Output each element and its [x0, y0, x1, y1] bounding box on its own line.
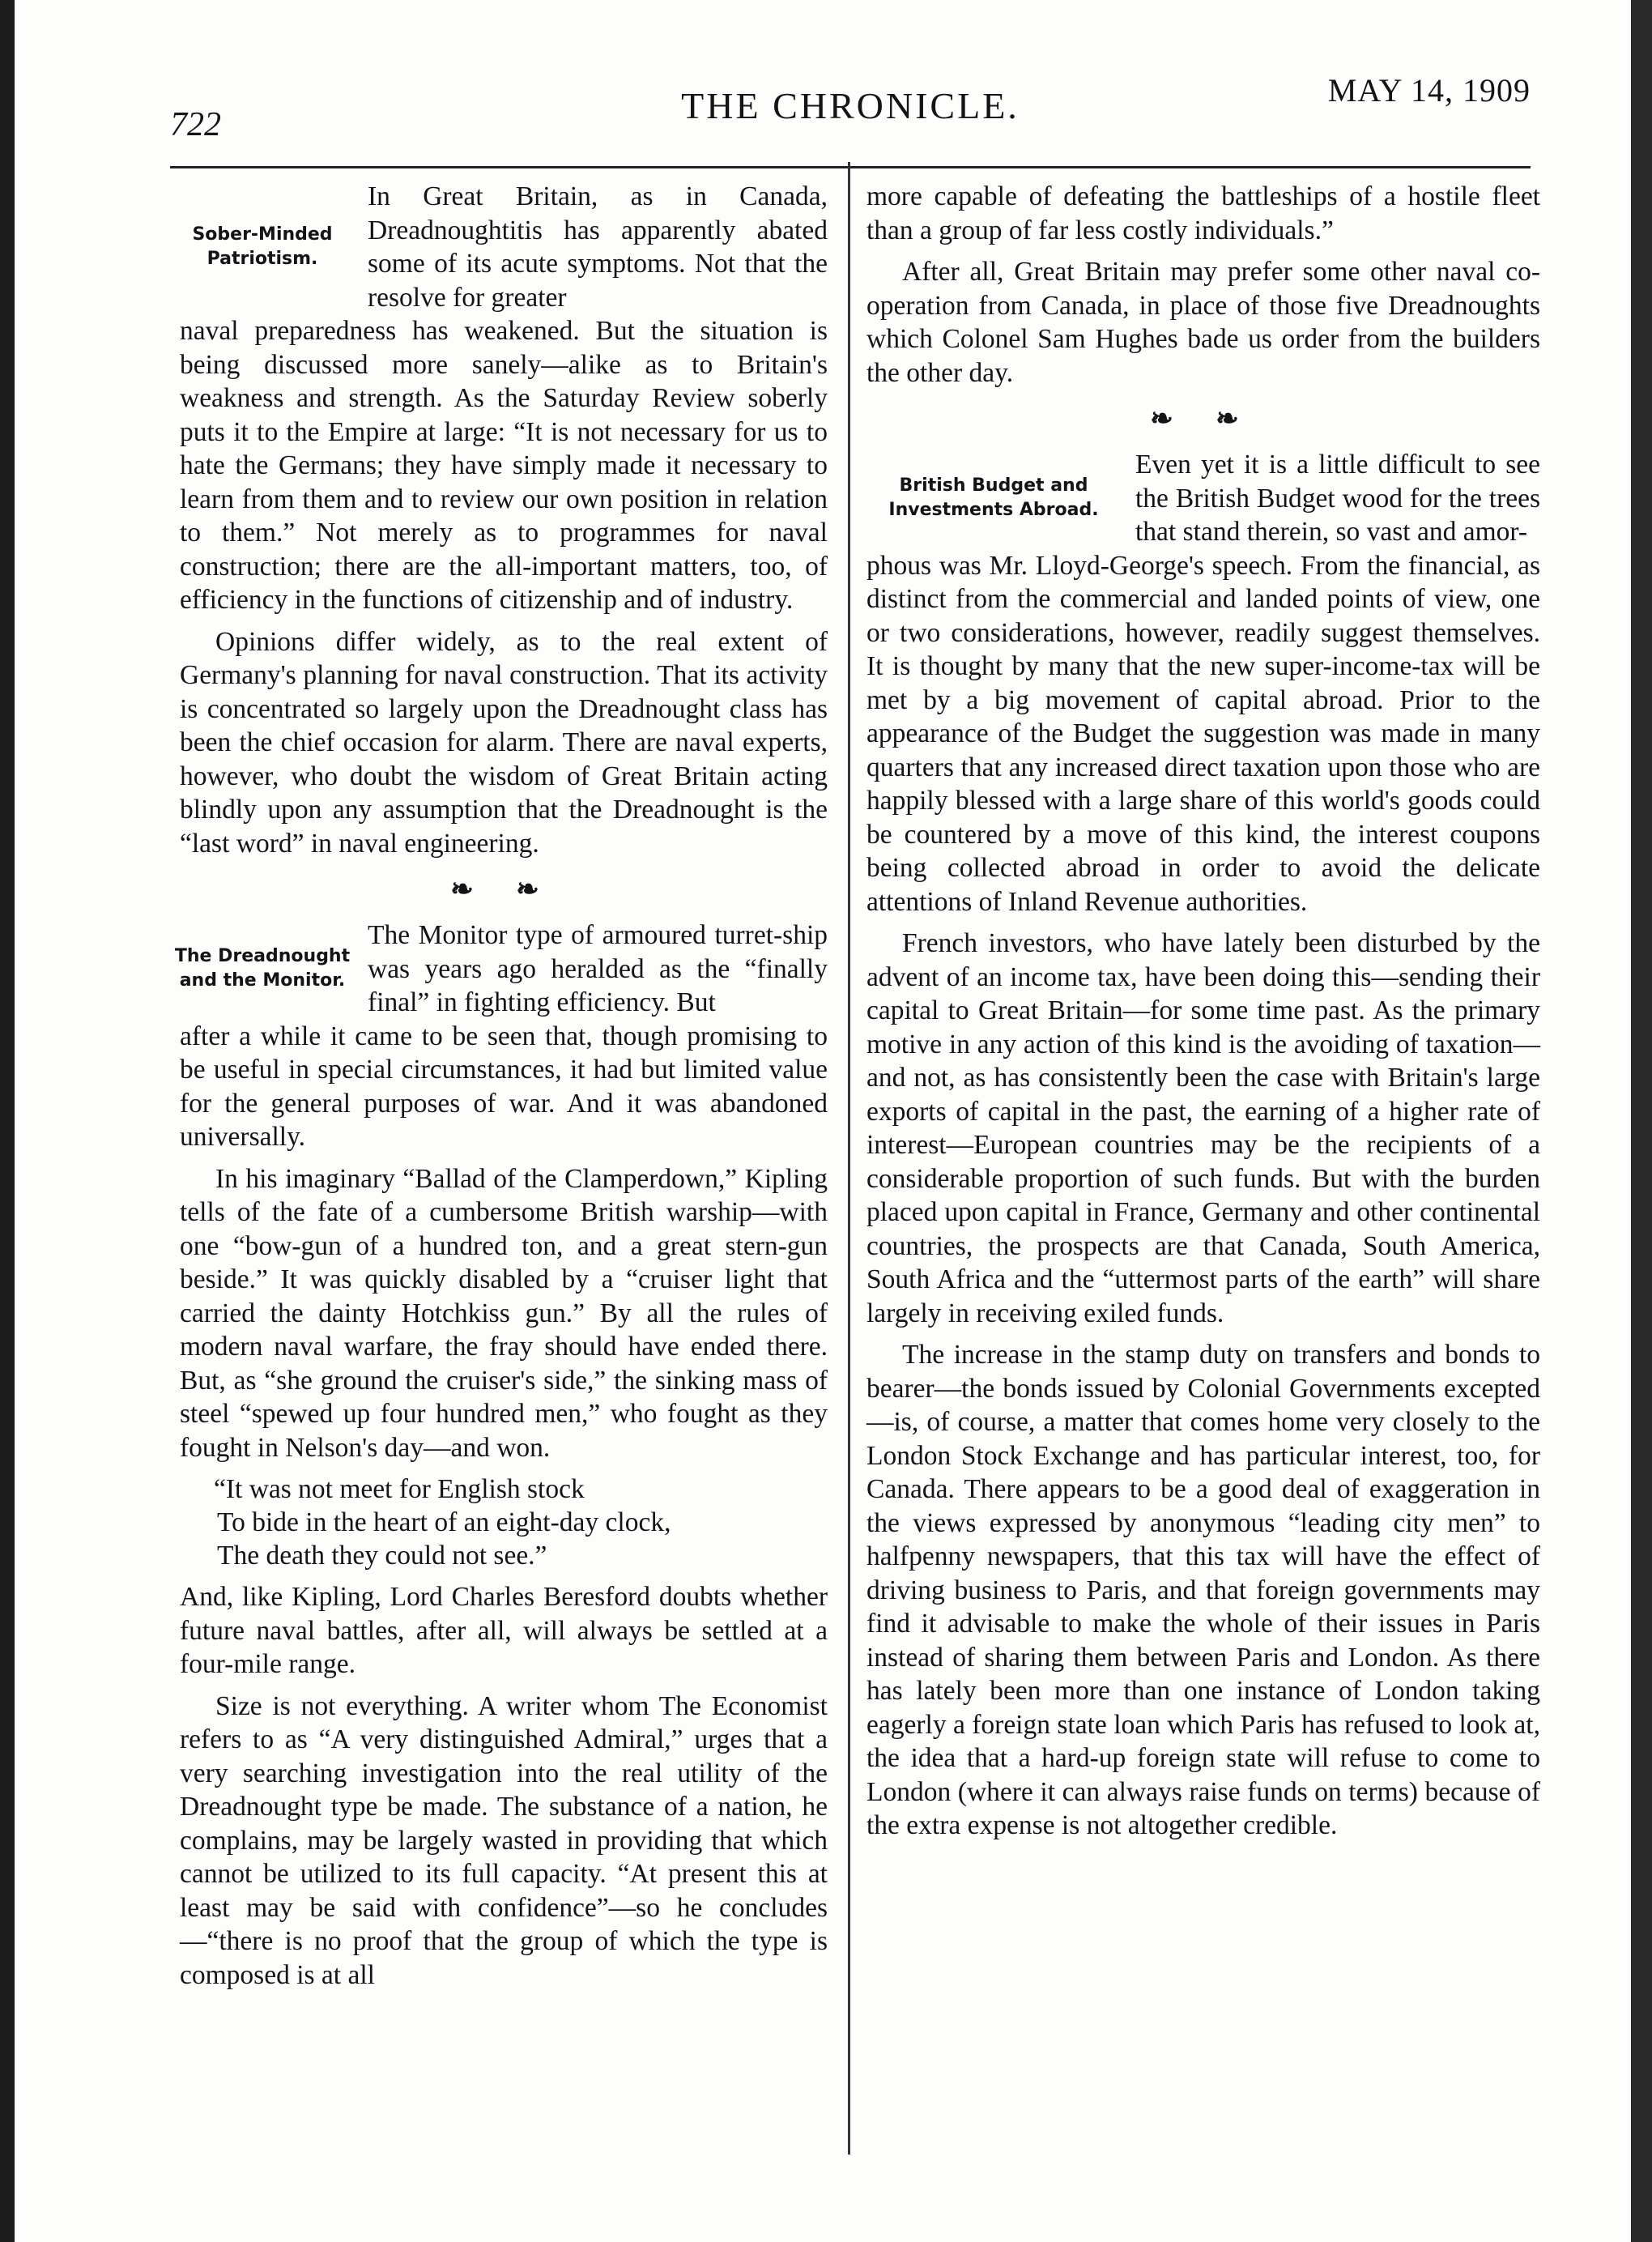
section-sober-minded-patriotism — [180, 180, 828, 314]
section-dreadnought-and-monitor — [174, 919, 828, 1020]
verse-quote — [214, 1473, 828, 1572]
sidehead — [165, 944, 368, 993]
section-ornament: ❧ ❧ — [1150, 404, 1257, 434]
lead-text: In Great Britain, as in Canada, Dreadnoughtitis has apparently abated some of its acute symptoms. Not that the resolve for greater — [368, 181, 828, 313]
sidehead-line: Sober-Minded — [192, 224, 333, 245]
body-paragraph: Size is not everything. A writer whom The Economist refers to as “A very distinguished Admiral,” urges that a very searching investigation into the real utility of the Dreadnought type be made. The substance of a nation, he complains, may be largely wasted in providing that which cannot be utilized to its full capacity. “At present this at least may be said with confidence”—so he concludes—“there is no proof that the group of which the type is composed is at all — [180, 1690, 828, 1990]
lead-paragraph — [1135, 448, 1540, 549]
body-paragraph: naval preparedness has weakened. But the situation is being discussed more sanely—alike as to Britain's weakness and strength. As the Saturday Review soberly puts it to the Empire at large: “It is not necessary for us to hate the Germans; they have simply made it necessary to learn from them and to review our own position in relation to them.” Not merely as to programmes for naval construction; there are the all-important matters, too, of efficiency in the functions of citizenship and of industry. — [180, 316, 828, 615]
page-number: 722 — [170, 106, 221, 143]
column-divider — [848, 162, 850, 2155]
right-column — [866, 180, 1540, 1851]
body-paragraph: after a while it came to be seen that, though promising to be useful in special circumstances, it had but limited value for the general purposes of war. And it was abandoned universally. — [180, 1021, 828, 1152]
header-rule — [170, 166, 1531, 168]
sidehead-line: Investments Abroad. — [888, 500, 1099, 521]
body-paragraph: After all, Great Britain may prefer some other naval co-operation from Canada, in place of those five Dreadnoughts which Colonel Sam Hughes bade us order from the builders the other day. — [866, 257, 1540, 388]
sidehead — [860, 474, 1135, 522]
verse-line: “It was not meet for English stock — [214, 1474, 585, 1504]
body-paragraph: Opinions differ widely, as to the real extent of Germany's planning for naval construction. That its activity is concentrated so largely upon the Dreadnought class has been the chief occasion for alarm. There are naval experts, however, who doubt the wisdom of Great Britain acting blindly upon any assumption that the Dreadnought is the “last word” in naval engineering. — [180, 626, 828, 859]
body-paragraph: more capable of defeating the battleships of a hostile fleet than a group of far less costly individuals.” — [866, 181, 1540, 245]
body-paragraph: In his imaginary “Ballad of the Clamperdown,” Kipling tells of the fate of a cumbersome British warship—with one “bow-gun of a hundred ton, and a great stern-gun beside.” It was quickly disabled by a “cruiser light that carried the dainty Hotchkiss gun.” By all the rules of modern naval warfare, the fray should have ended there. But, as “she ground the cruiser's side,” the sinking mass of steel “spewed up four hundred men,” who fought as they fought in Nelson's day—and won. — [180, 1163, 828, 1463]
publication-title: THE CHRONICLE. — [681, 85, 1020, 126]
body-paragraph: French investors, who have lately been disturbed by the advent of an income tax, have been doing this—sending their capital to Great Britain—for some time past. As the primary motive in any action of this kind is the avoiding of taxation—and not, as has consistently been the case with Britain's large exports of capital in the past, the earning of a higher rate of interest—European countries may be the recipients of a considerable proportion of such funds. But with the burden placed upon capital in France, Germany and other continental countries, the prospects are that Canada, South America, South Africa and the “uttermost parts of the earth” will share largely in receiving exiled funds. — [866, 928, 1540, 1328]
body-paragraph: And, like Kipling, Lord Charles Beresford doubts whether future naval battles, after all, will always be settled at a four-mile range. — [180, 1582, 828, 1679]
verse-line: To bide in the heart of an eight-day clock, — [217, 1507, 671, 1537]
body-paragraph: phous was Mr. Lloyd-George's speech. From the financial, as distinct from the commercial and landed points of view, one or two considerations, however, readily suggest themselves. It is thought by many that the new super-income-tax will be met by a big movement of capital abroad. Prior to the appearance of the Budget the suggestion was made in many quarters that any increased direct taxation upon those who are happily blessed with a large share of this world's goods could be countered by a move of this kind, the interest coupons being collected abroad in order to avoid the delicate attentions of Inland Revenue authorities. — [866, 550, 1540, 917]
sidehead-line: and the Monitor. — [179, 970, 346, 991]
scan-edge-left — [0, 0, 15, 2242]
sidehead-line: Patriotism. — [206, 249, 318, 269]
lead-text: The Monitor type of armoured turret-ship was years ago heralded as the “finally final” in fighting efficiency. But — [368, 920, 828, 1017]
sidehead-line: British Budget and — [899, 475, 1088, 497]
sidehead-line: The Dreadnought — [174, 946, 351, 967]
issue-date: MAY 14, 1909 — [1327, 72, 1531, 109]
verse-line: The death they could not see.” — [217, 1541, 547, 1571]
page-header — [170, 63, 1531, 144]
section-british-budget — [866, 448, 1540, 549]
sidehead — [165, 223, 368, 271]
section-ornament: ❧ ❧ — [450, 875, 557, 905]
scan-edge-right — [1631, 0, 1652, 2242]
lead-text: Even yet it is a little difficult to see the British Budget wood for the trees that stand therein, so vast and amor- — [1135, 450, 1540, 547]
left-column — [174, 180, 828, 2000]
body-paragraph: The increase in the stamp duty on transfers and bonds to bearer—the bonds issued by Colonial Governments excepted—is, of course, a matter that comes home very closely to the London Stock Exchange and has particular interest, too, for Canada. There appears to be a good deal of exaggeration in the views expressed by anonymous “leading city men” to halfpenny newspapers, that this tax will have the effect of driving business to Paris, and that foreign governments may find it advisable to make the whole of their issues in Paris instead of sharing them between Paris and London. As there has lately been more than one instance of London taking eagerly a foreign state loan which Paris has refused to look at, the idea that a hard-up foreign state will refuse to come to London (where it can always raise funds on terms) because of the extra expense is not altogether credible. — [866, 1340, 1540, 1840]
lead-paragraph — [368, 919, 828, 1020]
lead-paragraph — [368, 180, 828, 314]
